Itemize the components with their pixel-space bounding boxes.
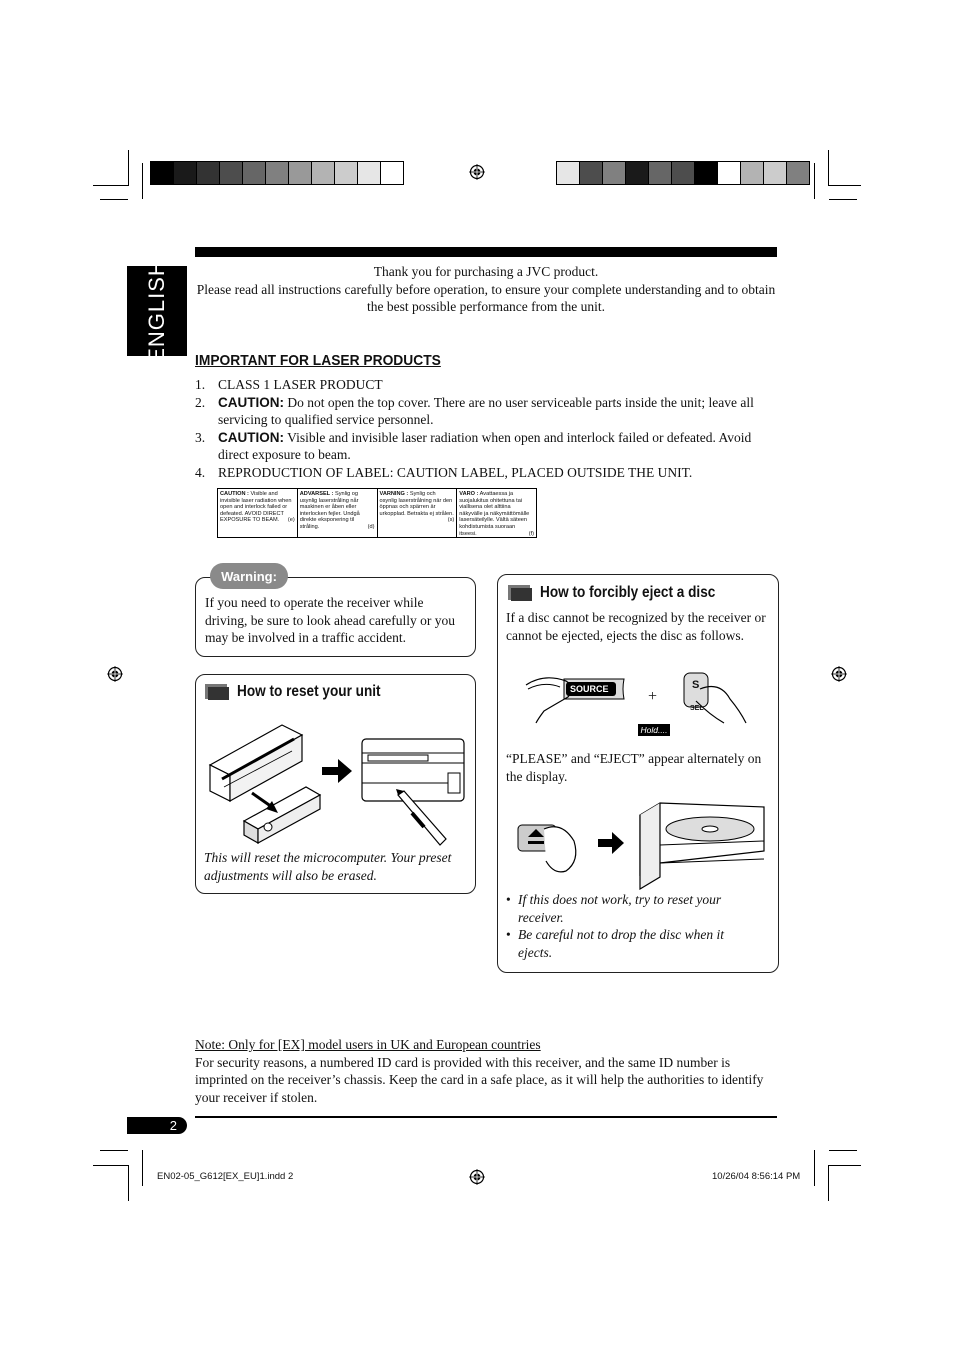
- color-swatch: [151, 162, 174, 184]
- caution-label: CAUTION:: [218, 394, 284, 410]
- color-swatch: [174, 162, 197, 184]
- list-item: 4. REPRODUCTION OF LABEL: CAUTION LABEL, PLACED OUTSIDE THE UNIT.: [195, 464, 693, 480]
- security-note: [195, 1036, 777, 1106]
- color-swatch: [243, 162, 266, 184]
- eject-intro: If a disc cannot be recognized by the receiver or cannot be ejected, ejects the disc as follows.: [506, 610, 766, 643]
- section-folder-icon: [508, 585, 532, 601]
- caution-label-reproduction: [217, 488, 537, 538]
- source-button-label: SOURCE: [570, 684, 609, 694]
- eject-notes: [506, 891, 746, 961]
- registration-mark-icon: [831, 666, 847, 682]
- label-cell-english: CAUTION : Visible and invisible laser radiation when open and interlock failed or defeated. AVOID DIRECT EXPOSURE TO BEAM. (e): [218, 489, 298, 537]
- note-text: For security reasons, a numbered ID card is provided with this receiver, and the same ID number is imprinted on the receiver’s chassis. Keep the card in a safe place, as it will help the authorities to identify your receiver if stolen.: [195, 1054, 764, 1105]
- header-bar: [195, 247, 777, 257]
- color-swatch: [787, 162, 809, 184]
- section-folder-icon: [205, 684, 229, 700]
- warning-box: [195, 577, 476, 657]
- color-swatch: [626, 162, 649, 184]
- color-swatch: [197, 162, 220, 184]
- color-swatch: [741, 162, 764, 184]
- laser-heading: IMPORTANT FOR LASER PRODUCTS: [195, 352, 441, 369]
- s-label: S: [692, 679, 700, 691]
- source-sel-illustration: [524, 671, 754, 729]
- reset-box: [195, 674, 476, 894]
- plus-sign: +: [648, 688, 658, 705]
- reset-title: How to reset your unit: [205, 683, 406, 701]
- intro-line-1: Thank you for purchasing a JVC product.: [373, 264, 599, 279]
- color-swatch: [672, 162, 695, 184]
- color-swatch: [649, 162, 672, 184]
- footer-date: 10/26/04 8:56:14 PM: [712, 1171, 801, 1182]
- language-tab: [127, 259, 187, 363]
- color-swatch: [335, 162, 358, 184]
- label-cell-danish: ADVARSEL : Synlig og usynlig laserstråling når maskinen er åben eller interlocken fejler. Undgå direkte eksponering til stråling. (d): [298, 489, 378, 537]
- note-heading: Note: Only for [EX] model users in UK and European countries: [195, 1037, 541, 1052]
- front-panel-illustration: [362, 739, 464, 801]
- reset-illustration: [202, 723, 467, 853]
- warning-tag: Warning:: [210, 563, 288, 589]
- language-tab-label: ENGLISH: [144, 259, 169, 363]
- caution-label: CAUTION:: [218, 429, 284, 445]
- color-swatch: [718, 162, 741, 184]
- list-item: • If this does not work, try to reset your receiver.: [506, 891, 746, 926]
- color-swatch: [220, 162, 243, 184]
- receiver-panel-illustration: [210, 725, 302, 801]
- eject-box: [497, 574, 779, 973]
- color-swatch: [289, 162, 312, 184]
- registration-mark-icon: [469, 164, 485, 180]
- color-swatch: [557, 162, 580, 184]
- list-item: 2. CAUTION: Do not open the top cover. There are no user serviceable parts inside the unit; leave all servicing to qualified service personnel.: [195, 394, 754, 427]
- eject-illustration: [514, 801, 768, 895]
- color-swatch: [580, 162, 603, 184]
- color-swatch: [312, 162, 335, 184]
- reset-caption: This will reset the microcomputer. Your preset adjustments will also be erased.: [204, 850, 452, 883]
- color-swatch: [764, 162, 787, 184]
- color-calibration-strip-right: [556, 161, 810, 185]
- label-cell-finnish: VARO : Avattaessa ja suojalukitus ohitettuna tai viallisena olet alttiina näkyvälle ja näkymättömälle lasersäteilylle. Vältä säteen kohdistumista suoraan itseesi. (f): [459, 491, 534, 537]
- footer-rule: [195, 1116, 777, 1118]
- sel-label: SEL: [690, 705, 704, 712]
- intro-text: [195, 263, 777, 316]
- list-item: 3. CAUTION: Visible and invisible laser radiation when open and interlock failed or defeated. Avoid direct exposure to beam.: [195, 429, 752, 462]
- color-swatch: [695, 162, 718, 184]
- label-cell-swedish: VARNING : Synlig och osynlig laserstrålning när den öppnas och spärren är urkopplad. Betrakta ej strålen. (s): [378, 489, 458, 537]
- page-number: 2: [127, 1117, 187, 1134]
- eject-title: How to forcibly eject a disc: [508, 584, 746, 602]
- arrow-right-icon: [322, 759, 352, 783]
- disc-ejecting-illustration: [640, 803, 764, 889]
- hold-label: Hold....: [638, 724, 670, 736]
- registration-mark-icon: [469, 1169, 485, 1185]
- registration-mark-icon: [107, 666, 123, 682]
- arrow-right-icon: [598, 832, 624, 854]
- color-swatch: [603, 162, 626, 184]
- color-swatch: [358, 162, 381, 184]
- color-calibration-strip-left: [150, 161, 404, 185]
- footer-file: EN02-05_G612[EX_EU]1.indd 2: [157, 1171, 294, 1182]
- list-item: • Be careful not to drop the disc when it ejects.: [506, 926, 746, 961]
- warning-text: If you need to operate the receiver while driving, be sure to look ahead carefully or you may be involved in a traffic accident.: [205, 595, 456, 645]
- intro-line-2: Please read all instructions carefully before operation, to ensure your complete understanding and to obtain the best possible performance from the unit.: [196, 281, 776, 314]
- color-swatch: [381, 162, 403, 184]
- list-item: 1. CLASS 1 LASER PRODUCT: [195, 377, 383, 392]
- color-swatch: [266, 162, 289, 184]
- eject-display-text: “PLEASE” and “EJECT” appear alternately on the display.: [506, 751, 762, 784]
- laser-list: [195, 376, 777, 481]
